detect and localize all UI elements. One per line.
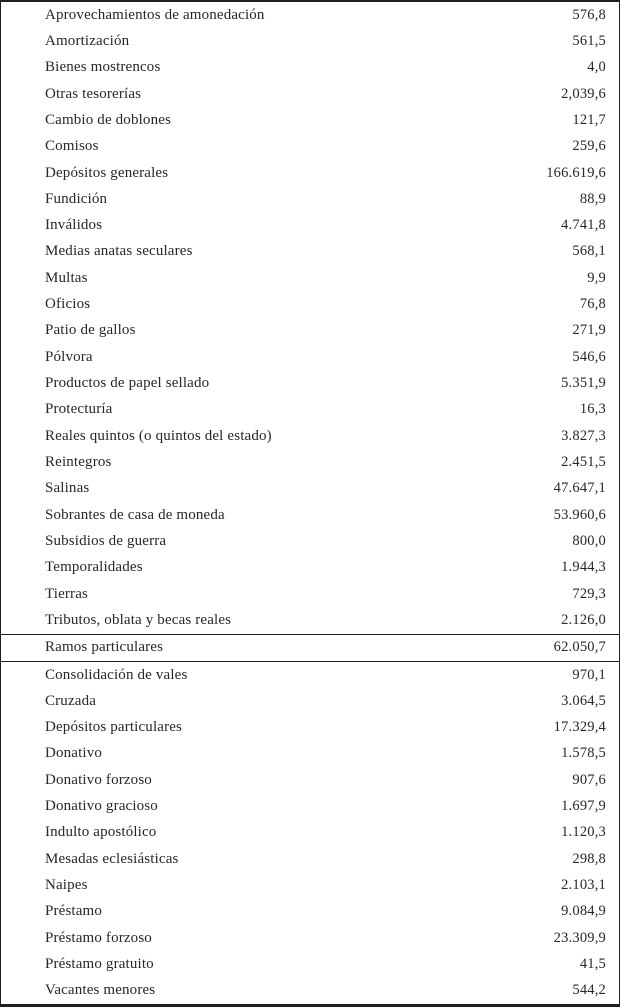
row-value: 576,8	[572, 6, 606, 23]
row-label: Aprovechamientos de amonedación	[45, 6, 265, 23]
row-value: 546,6	[572, 348, 606, 365]
row-value: 16,3	[579, 401, 606, 418]
row-value: 1.120,3	[561, 824, 606, 841]
row-value: 1.697,9	[561, 798, 606, 815]
row-label: Salinas	[45, 480, 90, 497]
table-row	[1, 423, 619, 449]
row-label: Tributos, oblata y becas reales	[45, 611, 232, 628]
section-top-rows	[1, 2, 619, 634]
row-value: 53.960,6	[553, 506, 606, 523]
table-row	[1, 291, 619, 317]
table-row	[1, 213, 619, 239]
table-row	[1, 715, 619, 741]
row-value: 17.329,4	[553, 719, 606, 736]
table-row	[1, 846, 619, 872]
row-label: Naipes	[45, 877, 88, 894]
row-value: 2.451,5	[561, 453, 606, 470]
table-row	[1, 239, 619, 265]
table-row	[1, 449, 619, 475]
table-row	[1, 581, 619, 607]
row-label: Temporalidades	[45, 559, 143, 576]
row-label: Indulto apostólico	[45, 824, 157, 841]
row-value: 729,3	[572, 585, 606, 602]
row-label: Reales quintos (o quintos del estado)	[45, 427, 272, 444]
row-value: 23.309,9	[553, 929, 606, 946]
table-row	[1, 2, 619, 28]
row-value: 271,9	[572, 322, 606, 339]
table-row	[1, 741, 619, 767]
row-value: 970,1	[572, 666, 606, 683]
row-value: 2,039,6	[561, 85, 606, 102]
row-value: 907,6	[572, 771, 606, 788]
row-label: Préstamo	[45, 903, 103, 920]
table-row	[1, 160, 619, 186]
row-label: Bienes mostrencos	[45, 59, 161, 76]
table-row	[1, 344, 619, 370]
row-value: 121,7	[572, 111, 606, 128]
row-value: 76,8	[579, 296, 606, 313]
row-label: Fundición	[45, 190, 108, 207]
table-row	[1, 265, 619, 291]
row-label: Préstamo forzoso	[45, 929, 152, 946]
row-value: 9,9	[587, 269, 606, 286]
row-value: 3.827,3	[561, 427, 606, 444]
row-value: 561,5	[572, 32, 606, 49]
row-label: Depósitos particulares	[45, 719, 183, 736]
table-row	[1, 978, 619, 1004]
table-row	[1, 820, 619, 846]
row-label: Donativo forzoso	[45, 771, 152, 788]
table-row	[1, 502, 619, 528]
row-value: 9.084,9	[561, 903, 606, 920]
table-row	[1, 872, 619, 898]
row-value: 47.647,1	[553, 480, 606, 497]
row-label: Donativo gracioso	[45, 798, 158, 815]
row-label: Otras tesorerías	[45, 85, 142, 102]
table-row	[1, 55, 619, 81]
row-label: Mesadas eclesiásticas	[45, 850, 179, 867]
table-row	[1, 951, 619, 977]
summary-row-label: Ramos particulares	[45, 639, 164, 656]
row-value: 88,9	[579, 190, 606, 207]
row-value: 800,0	[572, 532, 606, 549]
row-value: 1.944,3	[561, 559, 606, 576]
row-value: 1.578,5	[561, 745, 606, 762]
row-label: Depósitos generales	[45, 164, 169, 181]
row-value: 2.126,0	[561, 611, 606, 628]
row-label: Cruzada	[45, 692, 97, 709]
row-value: 3.064,5	[561, 692, 606, 709]
table-row	[1, 107, 619, 133]
table-row	[1, 607, 619, 633]
row-label: Consolidación de vales	[45, 666, 188, 683]
table-row	[1, 688, 619, 714]
row-value: 4.741,8	[561, 217, 606, 234]
row-value: 41,5	[579, 955, 606, 972]
row-value: 2.103,1	[561, 877, 606, 894]
row-label: Sobrantes de casa de moneda	[45, 506, 225, 523]
row-value: 568,1	[572, 243, 606, 260]
row-label: Comisos	[45, 138, 99, 155]
row-label: Tierras	[45, 585, 88, 602]
row-value: 5.351,9	[561, 375, 606, 392]
row-label: Multas	[45, 269, 88, 286]
table-row	[1, 397, 619, 423]
table-row	[1, 793, 619, 819]
table-row	[1, 28, 619, 54]
row-label: Cambio de doblones	[45, 111, 172, 128]
row-value: 166.619,6	[546, 164, 606, 181]
row-label: Vacantes menores	[45, 982, 156, 999]
table-row	[1, 476, 619, 502]
table-row	[1, 370, 619, 396]
row-value: 544,2	[572, 982, 606, 999]
summary-row-value: 62.050,7	[553, 639, 606, 656]
row-label: Pólvora	[45, 348, 93, 365]
summary-row	[1, 634, 619, 662]
row-value: 298,8	[572, 850, 606, 867]
row-label: Reintegros	[45, 453, 112, 470]
row-label: Donativo	[45, 745, 103, 762]
row-label: Oficios	[45, 296, 91, 313]
table-row	[1, 134, 619, 160]
table-row	[1, 899, 619, 925]
row-label: Patio de gallos	[45, 322, 136, 339]
table-row	[1, 528, 619, 554]
row-label: Productos de papel sellado	[45, 375, 210, 392]
row-label: Medias anatas seculares	[45, 243, 193, 260]
row-label: Inválidos	[45, 217, 103, 234]
row-value: 4,0	[587, 59, 606, 76]
row-value: 259,6	[572, 138, 606, 155]
section-bottom-rows	[1, 662, 619, 1004]
row-label: Subsidios de guerra	[45, 532, 167, 549]
table-row	[1, 186, 619, 212]
table-row	[1, 767, 619, 793]
row-label: Protecturía	[45, 401, 113, 418]
table-row	[1, 81, 619, 107]
row-label: Préstamo gratuito	[45, 955, 154, 972]
table-row	[1, 925, 619, 951]
table-row	[1, 318, 619, 344]
table-row	[1, 555, 619, 581]
row-label: Amortización	[45, 32, 130, 49]
table-row	[1, 662, 619, 688]
